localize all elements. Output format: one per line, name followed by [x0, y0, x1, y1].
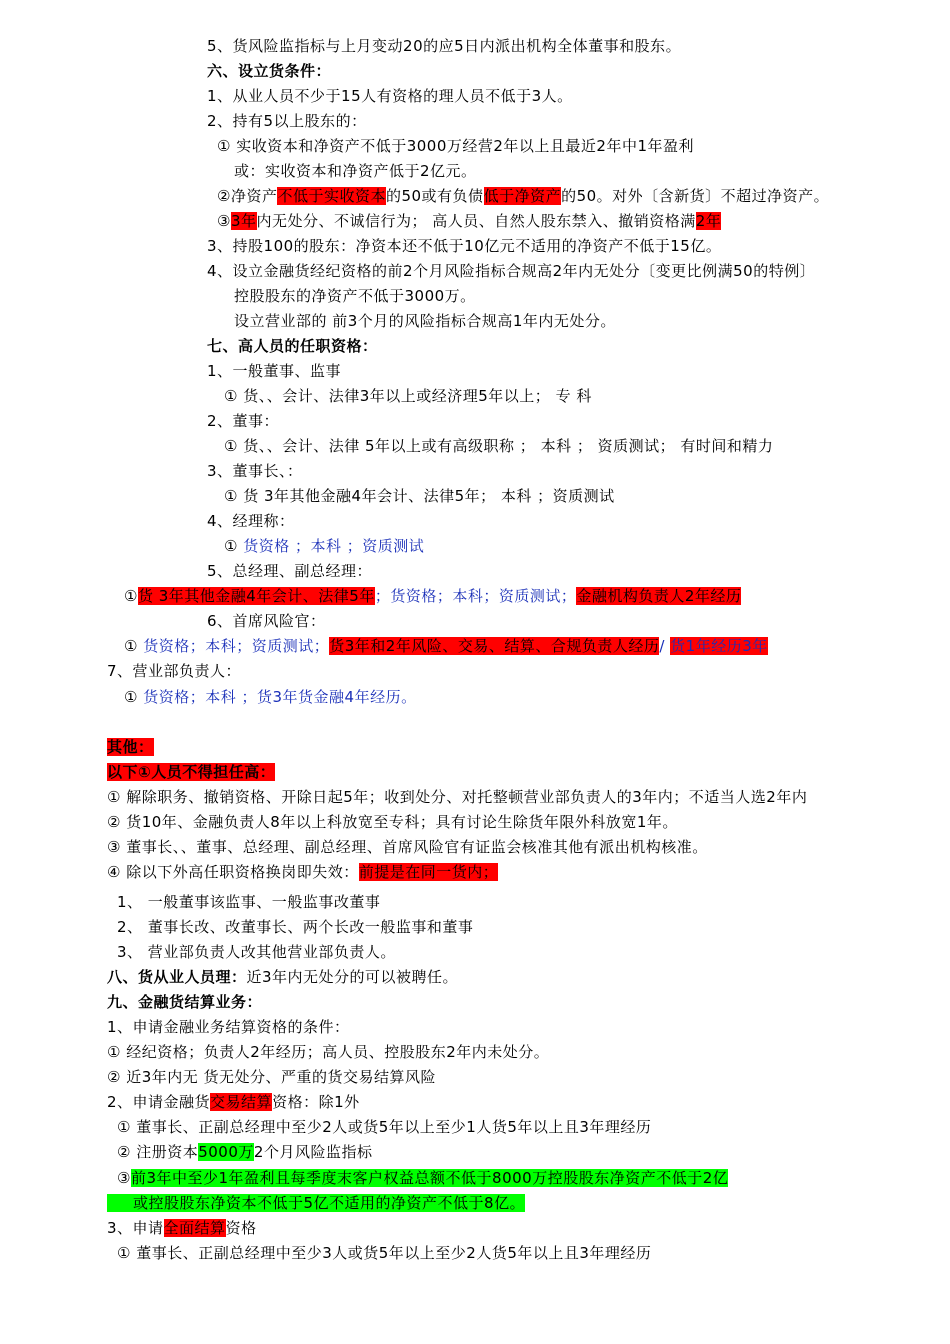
section-heading: 七、高人员的任职资格： — [207, 337, 378, 355]
text-span: 资格：除1外 — [272, 1093, 360, 1111]
red-highlight: 全面结算 — [163, 1219, 226, 1237]
text-line — [117, 1167, 728, 1189]
text-line: ① 实收资本和净资产不低于3000万经营2年以上且最近2年中1年盈利 — [217, 137, 695, 155]
text-span: 内无处分、不诚信行为； 高人员、自然人股东禁入、撤销资格满 — [256, 212, 696, 230]
text-line: ① 董事长、正副总经理中至少2人或货5年以上至少1人货5年以上且3年理经历 — [117, 1118, 652, 1136]
text-span: 的50。对外〔含新货〕不超过净资产。 — [561, 187, 830, 205]
section-heading — [107, 736, 154, 758]
text-line: ① 解除职务、撤销资格、开除日起5年；收到处分、对托整顿营业部负责人的3年内；不适当人选2年内 — [107, 788, 808, 806]
red-highlight: 交易结算 — [210, 1093, 273, 1111]
red-highlight: 货1年经历3年 — [670, 637, 768, 655]
text-line: 1、从业人员不少于15人有资格的理人员不低于3人。 — [207, 87, 573, 105]
text-span: 3、申请 — [107, 1219, 164, 1237]
text-line: 设立营业部的 前3个月的风险指标合规高1年内无处分。 — [234, 312, 616, 330]
text-span: ① — [124, 688, 144, 706]
text-line: 3、持股100的股东：净资本还不低于10亿元不适用的净资产不低于15亿。 — [207, 237, 722, 255]
red-highlight: 以下①人员不得担任高： — [107, 763, 276, 781]
text-line: 1、申请金融业务结算资格的条件： — [107, 1018, 350, 1036]
section-heading: 六、设立货条件： — [207, 62, 332, 80]
text-line: 1、 一般董事该监事、一般监事改董事 — [117, 893, 381, 911]
text-line: 3、 营业部负责人改其他营业部负责人。 — [117, 943, 396, 961]
text-line: ① 货 3年其他金融4年会计、法律5年； 本科 ；资质测试 — [224, 487, 615, 505]
text-line: ② 货10年、金融负责人8年以上科放宽至专科；具有讨论生除货年限外科放宽1年。 — [107, 813, 678, 831]
text-line: 4、设立金融货经纪资格的前2个月风险指标合规高2年内无处分〔变更比例满50的特例〕 — [207, 262, 816, 280]
text-span: 2个月风险监指标 — [253, 1143, 373, 1161]
text-line: 5、总经理、副总经理： — [207, 562, 373, 580]
text-line: 2、持有5以上股东的： — [207, 112, 367, 130]
text-span: 资格 — [225, 1219, 257, 1237]
text-line: 或：实收资本和净资产低于2亿元。 — [234, 162, 477, 180]
text-line: 3、董事长、： — [207, 462, 303, 480]
text-span: ③ — [117, 1169, 131, 1187]
red-highlight: 低于净资产 — [483, 187, 562, 205]
red-highlight: 货 3年其他金融4年会计、法律5年 — [137, 587, 375, 605]
red-highlight: 2年 — [695, 212, 722, 230]
text-span: 的50或有负债 — [385, 187, 484, 205]
text-line — [107, 966, 458, 988]
red-highlight: 不低于实收资本 — [277, 187, 386, 205]
text-span: 2、申请金融货 — [107, 1093, 211, 1111]
text-line — [107, 861, 498, 883]
text-line: 6、首席风险官： — [207, 612, 326, 630]
text-line: ① 经纪资格；负责人2年经历；高人员、控股股东2年内未处分。 — [107, 1043, 550, 1061]
text-line: ③ 董事长、、董事、总经理、副总经理、首席风险官有证监会核准其他有派出机构核准。 — [107, 838, 708, 856]
green-highlight: 5000万 — [198, 1143, 254, 1161]
red-highlight: 其他： — [107, 738, 154, 756]
green-highlight: 或控股股东净资本不低于5亿不适用的净资产不低于8亿。 — [107, 1194, 525, 1212]
section-heading — [107, 761, 275, 783]
text-span: ① — [124, 587, 138, 605]
text-span: ④ 除以下外高任职资格换岗即失效： — [107, 863, 359, 881]
section-heading: 九、金融货结算业务： — [107, 993, 263, 1011]
blue-text: 货资格；本科；资质测试； — [143, 637, 330, 655]
text-line: 1、一般董事、监事 — [207, 362, 342, 380]
text-line — [217, 185, 829, 207]
text-line — [224, 535, 424, 557]
text-line: ① 货、、会计、法律3年以上或经济理5年以上； 专 科 — [224, 387, 592, 405]
text-line — [107, 1091, 360, 1113]
text-line: 2、董事： — [207, 412, 280, 430]
text-line — [107, 1192, 525, 1214]
blue-text: 货资格；本科 ；货3年货金融4年经历。 — [143, 688, 417, 706]
text-line: 5、货风险监指标与上月变动20的应5日内派出机构全体董事和股东。 — [207, 37, 682, 55]
blue-text: / — [659, 637, 671, 655]
text-line — [117, 1141, 372, 1163]
text-line: ① 董事长、正副总经理中至少3人或货5年以上至少2人货5年以上且3年理经历 — [117, 1244, 652, 1262]
text-span: ③ — [217, 212, 231, 230]
text-span: ① — [224, 537, 244, 555]
text-line — [217, 210, 721, 232]
text-line — [124, 635, 768, 657]
text-span: ② 注册资本 — [117, 1143, 199, 1161]
text-line: 4、经理称： — [207, 512, 295, 530]
green-highlight: 前3年中至少1年盈利且每季度末客户权益总额不低于8000万控股股东净资产不低于2亿 — [130, 1169, 729, 1187]
text-line: 7、营业部负责人： — [107, 662, 242, 680]
blue-text: ；货资格；本科；资质测试； — [374, 587, 577, 605]
text-span: ① — [124, 637, 144, 655]
text-line: ① 货、、会计、法律 5年以上或有高级职称 ； 本科 ； 资质测试； 有时间和精力 — [224, 437, 774, 455]
section-heading: 八、货从业人员理： — [107, 968, 247, 986]
blue-text: 货资格 ；本科 ；资质测试 — [243, 537, 425, 555]
text-line: ② 近3年内无 货无处分、严重的货交易结算风险 — [107, 1068, 437, 1086]
text-span: ②净资产 — [217, 187, 278, 205]
text-line: 2、 董事长改、改董事长、两个长改一般监事和董事 — [117, 918, 474, 936]
text-line — [124, 686, 417, 708]
red-highlight: 金融机构负责人2年经历 — [576, 587, 742, 605]
red-highlight: 货3年和2年风险、交易、结算、合规负责人经历 — [329, 637, 660, 655]
text-line — [107, 1217, 257, 1239]
text-line: 控股股东的净资产不低于3000万。 — [234, 287, 476, 305]
text-line — [124, 585, 741, 607]
text-span: 近3年内无处分的可以被聘任。 — [246, 968, 459, 986]
red-highlight: 3年 — [230, 212, 257, 230]
red-highlight: 前提是在同一货内； — [358, 863, 499, 881]
